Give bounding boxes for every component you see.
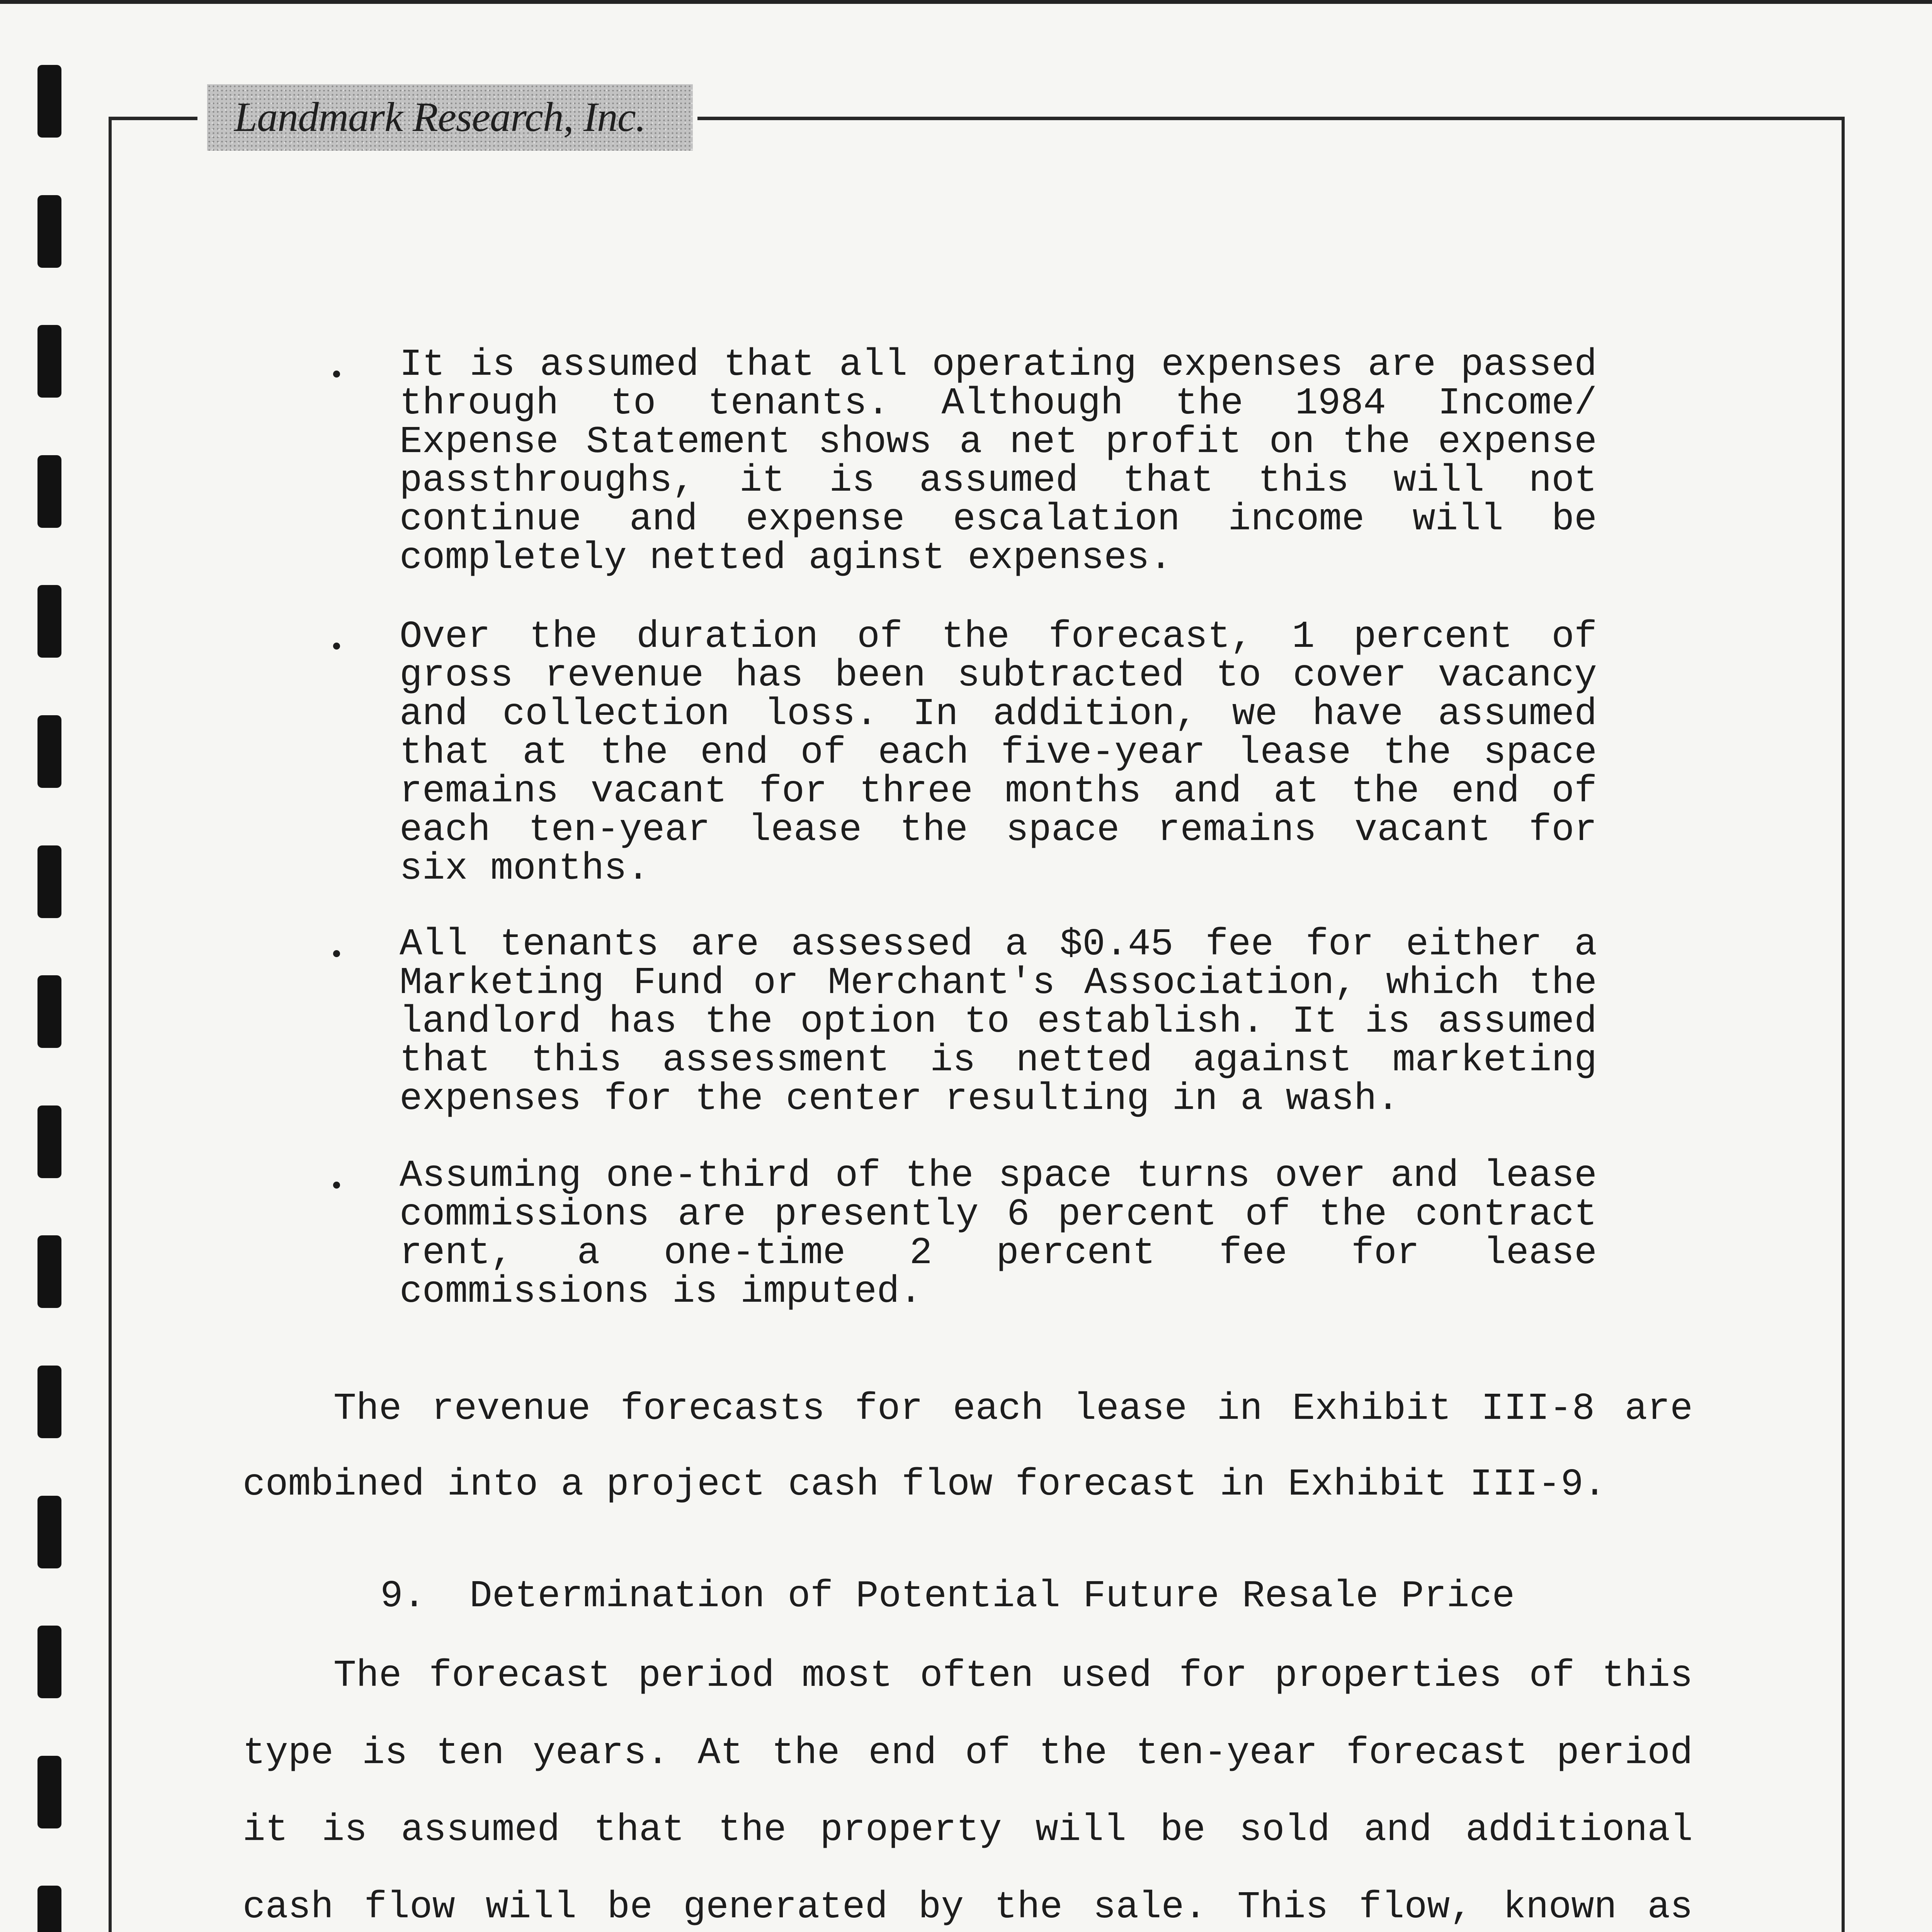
paragraph-line: cash flow will be generated by the sale. This flow, known as (243, 1888, 1693, 1927)
binding-hole (37, 1366, 61, 1438)
binding-hole (37, 975, 61, 1048)
bullet-line: Marketing Fund or Merchant's Association, which the (400, 964, 1597, 1003)
scan-top-edge (0, 0, 1932, 4)
bullet-line: six months. (400, 850, 650, 888)
bullet-marker (333, 643, 340, 650)
bullet-line: It is assumed that all operating expenses are passed (400, 346, 1597, 384)
bullet-line: and collection loss. In addition, we have assumed (400, 695, 1597, 734)
paragraph-line: it is assumed that the property will be sold and additional (243, 1811, 1693, 1850)
binding-hole (37, 715, 61, 788)
bullet-line: commissions is imputed. (400, 1273, 922, 1311)
bullet-line: each ten-year lease the space remains vacant for (400, 811, 1597, 850)
bullet-line: rent, a one-time 2 percent fee for lease (400, 1234, 1597, 1273)
binding-hole (37, 455, 61, 528)
bullet-line: commissions are presently 6 percent of the contract (400, 1196, 1597, 1234)
bullet-line: completely netted aginst expenses. (400, 539, 1172, 578)
logo-text: Landmark Research, Inc. (234, 94, 646, 140)
paragraph-line: combined into a project cash flow forecast in Exhibit III-9. (243, 1466, 1606, 1504)
frame-left-rule (109, 117, 112, 1932)
bullet-line: remains vacant for three months and at the end of (400, 772, 1597, 811)
bullet-line: Assuming one-third of the space turns over and lease (400, 1157, 1597, 1196)
bullet-marker (333, 1182, 340, 1189)
binding-hole (37, 325, 61, 398)
paragraph-line: The revenue forecasts for each lease in Exhibit III-8 are (333, 1390, 1693, 1429)
section-number: 9. (380, 1577, 426, 1616)
paragraph-line: The forecast period most often used for properties of this (333, 1657, 1693, 1696)
bullet-item (400, 925, 1597, 1119)
bullet-line: Expense Statement shows a net profit on the expense (400, 423, 1597, 462)
bullet-line: All tenants are assessed a $0.45 fee for either a (400, 925, 1597, 964)
paragraph-line: type is ten years. At the end of the ten-year forecast period (243, 1734, 1693, 1773)
binding-hole (37, 1105, 61, 1178)
frame-top-right-rule (697, 117, 1845, 120)
binding-hole (37, 1756, 61, 1828)
bullet-line: continue and expense escalation income will be (400, 500, 1597, 539)
bullet-line: that at the end of each five-year lease the space (400, 734, 1597, 772)
binding-hole (37, 1626, 61, 1698)
frame-right-rule (1842, 117, 1845, 1932)
company-logo (207, 84, 693, 151)
bullet-item (400, 618, 1597, 888)
bullet-line: passthroughs, it is assumed that this will not (400, 462, 1597, 500)
binding-hole (37, 845, 61, 918)
section-title: Determination of Potential Future Resale Price (469, 1577, 1515, 1616)
frame-top-left-rule (109, 117, 197, 120)
binding-hole (37, 65, 61, 138)
bullet-item (400, 346, 1597, 578)
bullet-line: through to tenants. Although the 1984 Income/ (400, 384, 1597, 423)
bullet-line: landlord has the option to establish. It is assumed (400, 1003, 1597, 1041)
bullet-line: Over the duration of the forecast, 1 percent of (400, 618, 1597, 656)
binding-hole (37, 585, 61, 658)
bullet-marker (333, 950, 340, 957)
bullet-marker (333, 371, 340, 378)
binding-hole (37, 1886, 61, 1932)
bullet-line: that this assessment is netted against marketing (400, 1041, 1597, 1080)
bullet-line: expenses for the center resulting in a wash. (400, 1080, 1400, 1119)
binding-hole (37, 1235, 61, 1308)
binding-hole (37, 195, 61, 268)
bullet-item (400, 1157, 1597, 1311)
binding-hole (37, 1496, 61, 1568)
bullet-line: gross revenue has been subtracted to cover vacancy (400, 656, 1597, 695)
